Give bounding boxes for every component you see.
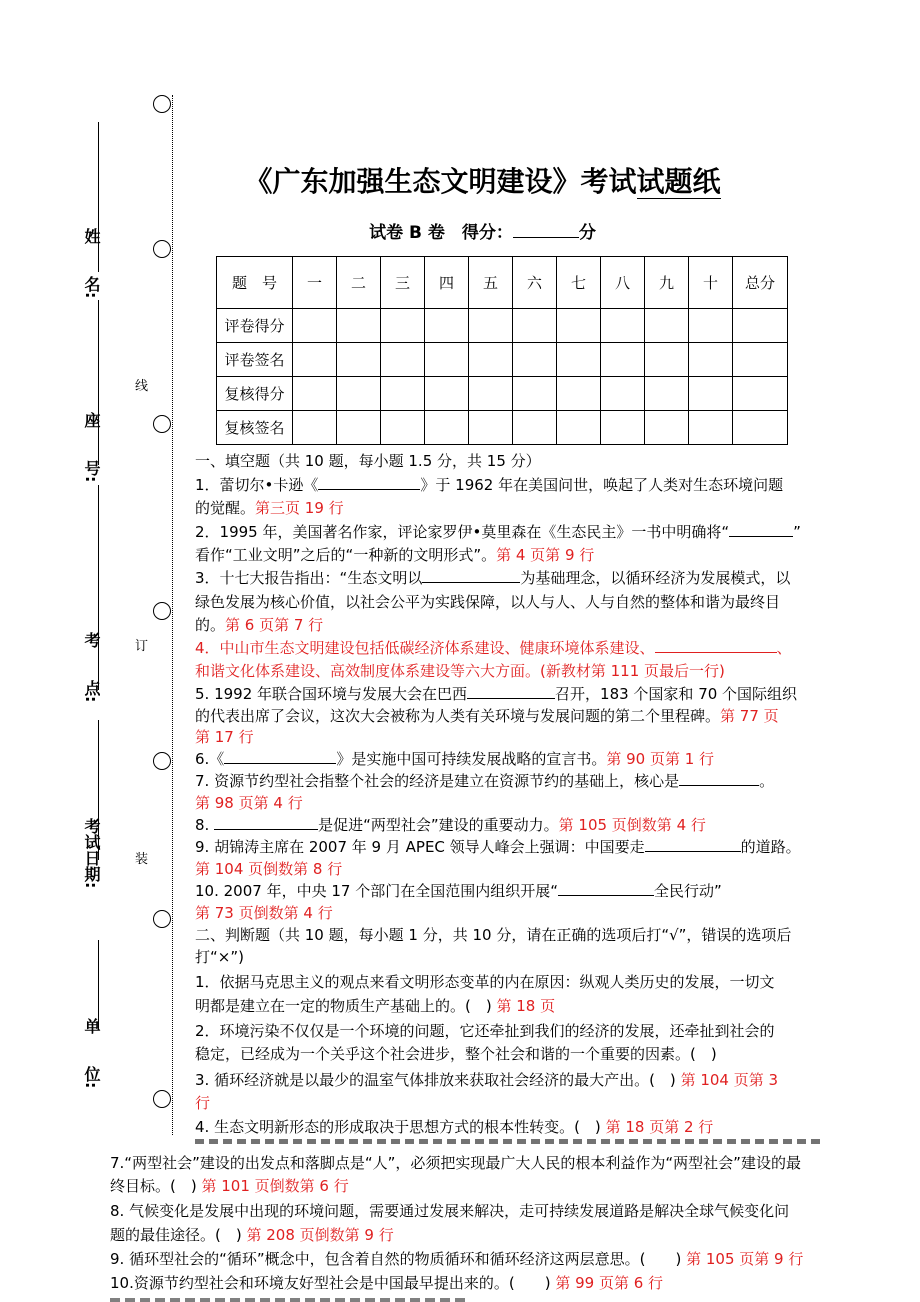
q5-page-ref-line: 第 17 行 (195, 728, 254, 746)
q5-line2 (195, 705, 779, 728)
q3-line2: 绿色发展为核心价值，以社会公平为实践保障，以人与人、人与自然的整体和谐为最终目 (195, 593, 781, 611)
hidden-text-fragment (195, 1139, 825, 1144)
score-cell[interactable] (513, 343, 557, 377)
section2-heading: 二、判断题（共 10 题，每小题 1 分，共 10 分，请在正确的选项后打“√”，错误的选项后 (195, 926, 792, 944)
score-cell[interactable] (557, 309, 601, 343)
q4-line2: 和谐文化体系建设、高效制度体系建设等六大方面。(新教材第 111 页最后一行) (195, 662, 725, 680)
binding-hole (153, 415, 171, 433)
table-row (217, 411, 788, 445)
score-cell[interactable] (557, 377, 601, 411)
j4-line (195, 1116, 713, 1139)
q3-text-a: 3．十七大报告指出：“生态文明以 (195, 569, 423, 587)
score-cell[interactable] (513, 411, 557, 445)
score-cell[interactable] (425, 411, 469, 445)
score-cell[interactable] (293, 377, 337, 411)
q6-page-ref: 第 90 页第 1 行 (606, 750, 715, 768)
j8-line2 (110, 1224, 394, 1247)
row-label: 评卷得分 (217, 309, 293, 343)
row-label: 复核签名 (217, 411, 293, 445)
j7-line1: 7.“两型社会”建设的出发点和落脚点是“人”，必须把实现最广大人民的根本利益作为“两型社会”建设的最 (110, 1154, 801, 1172)
score-cell[interactable] (689, 377, 733, 411)
table-row (217, 377, 788, 411)
q5-line1 (195, 683, 797, 706)
score-cell[interactable] (645, 309, 689, 343)
score-cell[interactable] (381, 377, 425, 411)
header-cell: 二 (337, 257, 381, 309)
binding-dotted-line (172, 95, 173, 1135)
j3-text-a: 3. 循环经济就是以最少的温室气体排放来获取社会经济的最大产出。( ) (195, 1071, 676, 1089)
score-cell[interactable] (293, 343, 337, 377)
mark-staple: 装 (135, 852, 149, 867)
section2-heading-cont: 打“×”) (195, 948, 244, 966)
binding-hole (153, 1090, 171, 1108)
unit-label: 单 位: (82, 1018, 101, 1089)
score-cell[interactable] (469, 377, 513, 411)
q4-line1 (195, 637, 792, 660)
score-table (216, 256, 788, 445)
j4-page-ref: 第 18 页第 2 行 (605, 1118, 714, 1136)
j3-page-ref: 第 104 页第 3 (680, 1071, 779, 1089)
q1-text-a: 1．蕾切尔•卡逊《 (195, 476, 319, 494)
q8-line (195, 814, 706, 837)
score-table-header (217, 257, 788, 309)
q3-text-b: 为基础理念，以循环经济为发展模式，以 (520, 569, 791, 587)
q2-blank[interactable] (729, 522, 793, 537)
score-cell[interactable] (469, 411, 513, 445)
q5-page-ref: 第 77 页 (720, 707, 779, 725)
q7-blank[interactable] (679, 771, 759, 786)
j8-page-ref: 第 208 页倒数第 9 行 (246, 1226, 394, 1244)
q6-blank[interactable] (224, 749, 336, 764)
q3-page-ref: 第 6 页第 7 行 (225, 616, 324, 634)
q1-line1 (195, 474, 783, 497)
seat-label: 座 号: (82, 412, 101, 483)
q7-line1 (195, 770, 774, 793)
score-cell[interactable] (557, 411, 601, 445)
j8-text-b: 题的最佳途径。( ) (110, 1226, 242, 1244)
j2-line1: 2．环境污染不仅仅是一个环境的问题，它还牵扯到我们的经济的发展，还牵扯到社会的 (195, 1022, 775, 1040)
q2-text-c: 看作“工业文明”之后的“一种新的文明形式”。 (195, 546, 497, 564)
score-cell[interactable] (293, 411, 337, 445)
q6-line (195, 748, 714, 771)
q9-text-b: 的道路。 (740, 838, 801, 856)
header-cell: 一 (293, 257, 337, 309)
title-underlined: 试题纸 (636, 165, 721, 198)
q2-page-ref: 第 4 页第 9 行 (496, 546, 595, 564)
q3-text-d: 的。 (195, 616, 226, 634)
q1-line2 (195, 497, 344, 520)
q2-text-b: ” (793, 523, 801, 541)
q4-text-a: 4．中山市生态文明建设包括低碳经济体系建设、健康环境体系建设、 (195, 639, 655, 657)
score-cell[interactable] (425, 309, 469, 343)
q3-blank[interactable] (422, 568, 520, 583)
score-cell[interactable] (645, 377, 689, 411)
header-cell: 九 (645, 257, 689, 309)
score-cell[interactable] (381, 343, 425, 377)
mark-bind: 订 (135, 639, 149, 654)
score-cell[interactable] (513, 377, 557, 411)
j4-text-a: 4. 生态文明新形态的形成取决于思想方式的根本性转变。( ) (195, 1118, 601, 1136)
table-row (217, 309, 788, 343)
q10-text-a: 10. 2007 年，中央 17 个部门在全国范围内组织开展“ (195, 882, 558, 900)
score-cell[interactable] (337, 343, 381, 377)
score-cell[interactable] (513, 309, 557, 343)
header-cell: 题 号 (217, 257, 293, 309)
header-cell: 五 (469, 257, 513, 309)
q9-blank[interactable] (645, 837, 741, 852)
j2-line2: 稳定，已经成为一个关乎这个社会进步，整个社会和谐的一个重要的因素。( ) (195, 1045, 717, 1063)
q9-line1 (195, 836, 801, 859)
header-cell: 四 (425, 257, 469, 309)
j10-page-ref: 第 99 页第 6 行 (555, 1274, 664, 1292)
score-cell[interactable] (689, 411, 733, 445)
score-cell[interactable] (601, 377, 645, 411)
score-cell[interactable] (689, 343, 733, 377)
score-cell[interactable] (601, 309, 645, 343)
score-cell[interactable] (645, 343, 689, 377)
score-blank[interactable] (513, 223, 579, 238)
row-label: 复核得分 (217, 377, 293, 411)
q10-page-ref: 第 73 页倒数第 4 行 (195, 904, 333, 922)
j3-page-ref-cont: 行 (195, 1094, 211, 1112)
score-cell[interactable] (645, 411, 689, 445)
q1-text-b: 》于 1962 年在美国问世，唤起了人类对生态环境问题 (420, 476, 784, 494)
score-cell[interactable] (733, 377, 788, 411)
q1-page-ref: 第三页 19 行 (255, 499, 344, 517)
q3-line1 (195, 567, 790, 590)
score-cell[interactable] (337, 309, 381, 343)
score-cell[interactable] (469, 309, 513, 343)
score-cell[interactable] (337, 377, 381, 411)
q2-text-a: 2．1995 年，美国著名作家，评论家罗伊•莫里森在《生态民主》一书中明确将“ (195, 523, 730, 541)
header-cell: 三 (381, 257, 425, 309)
subtitle (0, 218, 920, 243)
score-cell[interactable] (425, 343, 469, 377)
j7-page-ref: 第 101 页倒数第 6 行 (201, 1177, 349, 1195)
q8-page-ref: 第 105 页倒数第 4 行 (558, 816, 706, 834)
score-cell[interactable] (425, 377, 469, 411)
j1-line1: 1．依据马克思主义的观点来看文明形态变革的内在原因：纵观人类历史的发展，一切文 (195, 973, 775, 991)
q7-page-ref: 第 98 页第 4 行 (195, 794, 303, 812)
score-cell[interactable] (689, 309, 733, 343)
name-label: 姓 名: (82, 228, 101, 299)
page-title (0, 160, 920, 200)
q9-page-ref: 第 104 页倒数第 8 行 (195, 860, 343, 878)
score-cell[interactable] (337, 411, 381, 445)
score-cell[interactable] (733, 309, 788, 343)
q10-text-b: 全民行动” (653, 882, 722, 900)
q2-line2 (195, 544, 594, 567)
q9-text-a: 9. 胡锦涛主席在 2007 年 9 月 APEC 领导人峰会上强调：中国要走 (195, 838, 645, 856)
paper-score-prefix: 试卷 B 卷 得分： (369, 223, 513, 243)
q5-blank[interactable] (467, 684, 555, 699)
j7-line2 (110, 1175, 349, 1198)
binding-hole (153, 95, 171, 113)
q8-blank[interactable] (214, 815, 318, 830)
score-cell[interactable] (557, 343, 601, 377)
venue-label: 考 点: (82, 632, 101, 703)
j10-text-a: 10.资源节约型社会和环境友好型社会是中国最早提出来的。( ) (110, 1274, 551, 1292)
q5-text-c: 的代表出席了会议，这次大会被称为人类有关环境与发展问题的第二个里程碑。 (195, 707, 721, 725)
header-cell: 八 (601, 257, 645, 309)
j7-text-b: 终目标。( ) (110, 1177, 197, 1195)
q1-blank[interactable] (318, 475, 420, 490)
j8-line1: 8. 气候变化是发展中出现的环境问题，需要通过发展来解决，走可持续发展道路是解决全球气候变化问 (110, 1202, 790, 1220)
table-row (217, 343, 788, 377)
section1-heading: 一、填空题（共 10 题，每小题 1.5 分，共 15 分） (195, 452, 541, 470)
q5-text-a: 5. 1992 年联合国环境与发展大会在巴西 (195, 685, 468, 703)
score-cell[interactable] (381, 309, 425, 343)
mark-line: 线 (135, 379, 149, 394)
q10-line1 (195, 880, 722, 903)
binding-hole (153, 752, 171, 770)
q1-text-c: 的觉醒。 (195, 499, 256, 517)
score-cell[interactable] (601, 343, 645, 377)
j9-page-ref: 第 105 页第 9 行 (686, 1250, 804, 1268)
header-cell: 十 (689, 257, 733, 309)
binding-hole (153, 602, 171, 620)
q5-text-b: 召开，183 个国家和 70 个国际组织 (555, 685, 798, 703)
q8-text-b: 是促进“两型社会”建设的重要动力。 (318, 816, 559, 834)
score-unit: 分 (578, 223, 596, 243)
binding-hole (153, 910, 171, 928)
q7-text-b: 。 (759, 772, 775, 790)
score-cell[interactable] (733, 343, 788, 377)
header-cell: 总分 (733, 257, 788, 309)
cut-off-next-heading (110, 1298, 470, 1302)
unit-line (98, 940, 99, 1030)
q6-text-a: 6.《 (195, 750, 225, 768)
q4-text-b: 、 (776, 639, 792, 657)
q6-text-b: 》是实施中国可持续发展战略的宣言书。 (336, 750, 607, 768)
score-cell[interactable] (381, 411, 425, 445)
j1-line2 (195, 995, 555, 1018)
j10-line (110, 1272, 663, 1295)
q10-blank[interactable] (558, 881, 654, 896)
j9-text-a: 9. 循环型社会的“循环”概念中，包含着自然的物质循环和循环经济这两层意思。( ) (110, 1250, 682, 1268)
title-main: 《广东加强生态文明建设》考试 (244, 165, 637, 198)
exam-date-label: 考试日期: (82, 818, 101, 889)
q3-line3 (195, 614, 323, 637)
score-cell[interactable] (601, 411, 645, 445)
score-cell[interactable] (733, 411, 788, 445)
score-cell[interactable] (293, 309, 337, 343)
j9-line (110, 1248, 803, 1271)
q7-text-a: 7. 资源节约型社会指整个社会的经济是建立在资源节约的基础上，核心是 (195, 772, 680, 790)
j3-line1 (195, 1069, 778, 1092)
score-cell[interactable] (469, 343, 513, 377)
q8-text-a: 8. (195, 816, 210, 834)
j1-text-b: 明都是建立在一定的物质生产基础上的。( ) (195, 997, 492, 1015)
q2-line1 (195, 521, 801, 544)
j1-page-ref: 第 18 页 (496, 997, 556, 1015)
row-label: 评卷签名 (217, 343, 293, 377)
header-cell: 七 (557, 257, 601, 309)
header-cell: 六 (513, 257, 557, 309)
q4-blank[interactable] (655, 638, 777, 653)
